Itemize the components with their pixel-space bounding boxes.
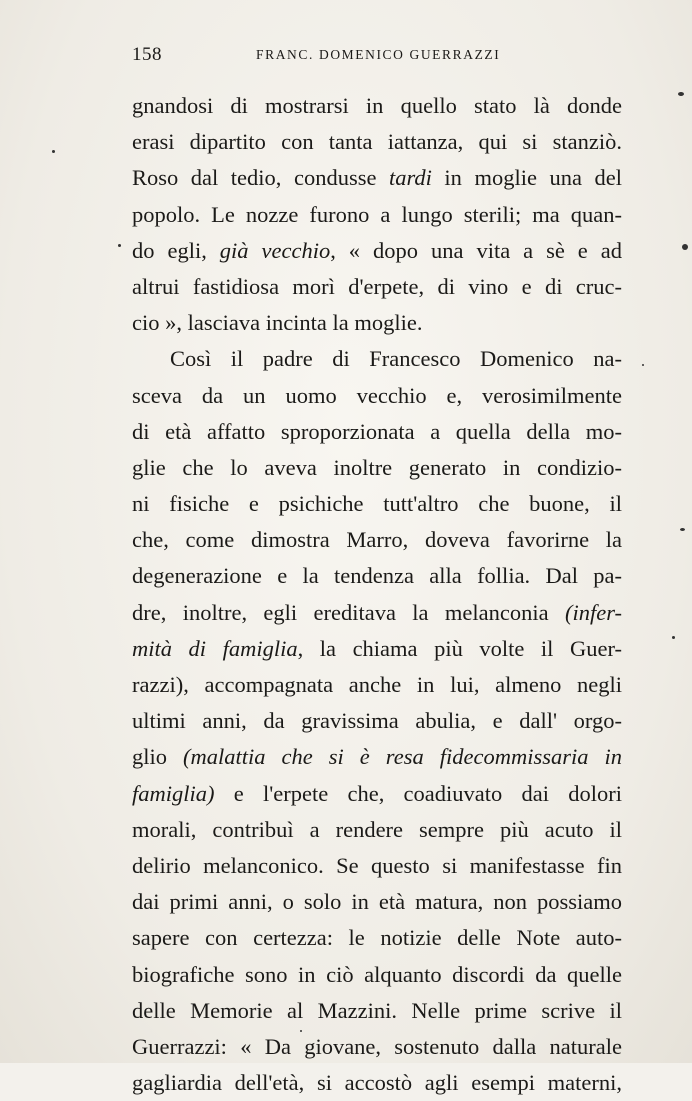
scan-speck [118,244,121,247]
text-line [132,486,622,522]
text-span: , « dopo una vita a sè e ad [330,237,622,263]
text-line [132,1029,622,1065]
italic-span: (infer- [564,599,622,625]
text-span: do egli, [132,237,220,263]
italic-span: famiglia) [132,780,215,806]
text-span: delle Memorie al Mazzini. Nelle prime scrive il [132,997,622,1023]
text-span: glie che lo aveva inoltre generato in condizio- [132,454,622,480]
page-number: 158 [132,44,162,65]
text-line [132,703,622,739]
scan-speck [642,364,644,366]
text-line [132,558,622,594]
text-line [132,595,622,631]
italic-span: tardi [388,165,432,191]
text-span: ni fisiche e psichiche tutt'altro che buone, il [132,491,622,517]
text-span: delirio melanconico. Se questo si manifestasse fin [132,852,622,878]
text-line [132,269,622,305]
text-span: altrui fastidiosa morì d'erpete, di vino e di cruc- [132,273,622,299]
scan-speck [672,636,675,639]
text-span: di età affatto sproporzionata a quella della mo- [132,418,622,444]
text-line [132,776,622,812]
text-line [132,305,622,341]
text-span: , la chiama più volte il Guer- [297,635,622,661]
text-span: che, come dimostra Marro, doveva favorirne la [132,527,622,553]
text-span: gnandosi di mostrarsi in quello stato là donde [132,93,622,118]
page-header [132,44,622,66]
text-span: erasi dipartito con tanta iattanza, qui si stanziò. [132,129,622,155]
text-line [132,920,622,956]
italic-span: mità di famiglia [132,635,298,661]
text-line [132,631,622,667]
text-span: biografiche sono in ciò alquanto discordi da quelle [132,961,622,987]
text-span: cio », lasciava incinta la moglie. [132,310,423,336]
text-line [132,378,622,414]
text-span: sceva da un uomo vecchio e, verosimilmente [132,382,622,408]
text-line [132,88,622,124]
text-line [132,197,622,233]
text-span: Guerrazzi: « Da giovane, sostenuto dalla naturale [132,1033,622,1059]
text-line [132,993,622,1029]
body-text [132,88,622,1101]
text-span: popolo. Le nozze furono a lungo sterili; ma quan- [132,201,622,227]
text-line [132,1065,622,1101]
text-line [132,160,622,196]
text-line [132,957,622,993]
text-span: gagliardia dell'età, si accostò agli esempi materni, [132,1070,622,1096]
text-line [132,884,622,920]
running-title: FRANC. DOMENICO GUERRAZZI [256,47,501,62]
text-span: razzi), accompagnata anche in lui, almeno negli [132,672,622,697]
text-line [132,848,622,884]
text-span: dre, inoltre, egli ereditava la melanconia [132,599,565,625]
text-line [132,124,622,160]
text-line [132,233,622,269]
text-line [132,414,622,450]
scan-speck [52,150,55,153]
text-line [132,812,622,848]
text-span: Così il padre di Francesco Domenico na- [170,346,622,372]
text-span: in moglie una del [431,165,622,191]
scan-speck [680,528,685,531]
italic-span: (malattia che si è resa fidecommissaria in [183,744,622,770]
text-span: e l'erpete che, coadiuvato dai dolori [214,780,622,806]
text-span: dai primi anni, o solo in età matura, non possiamo [132,889,622,915]
text-line [132,667,622,703]
text-span: ultimi anni, da gravissima abulia, e dall' orgo- [132,708,622,734]
text-line [132,450,622,486]
text-line [132,341,622,377]
text-span: morali, contribuì a rendere sempre più acuto il [132,816,622,842]
italic-span: già vecchio [219,237,331,263]
scan-speck [300,1030,302,1032]
scan-speck [678,92,684,96]
text-line [132,522,622,558]
text-span: glio [132,744,184,770]
text-span: sapere con certezza: le notizie delle Note auto- [132,925,622,951]
text-span: degenerazione e la tendenza alla follia. Dal pa- [132,563,622,589]
text-line [132,739,622,775]
scan-speck [682,244,688,250]
text-span: Roso dal tedio, condusse [132,165,389,191]
